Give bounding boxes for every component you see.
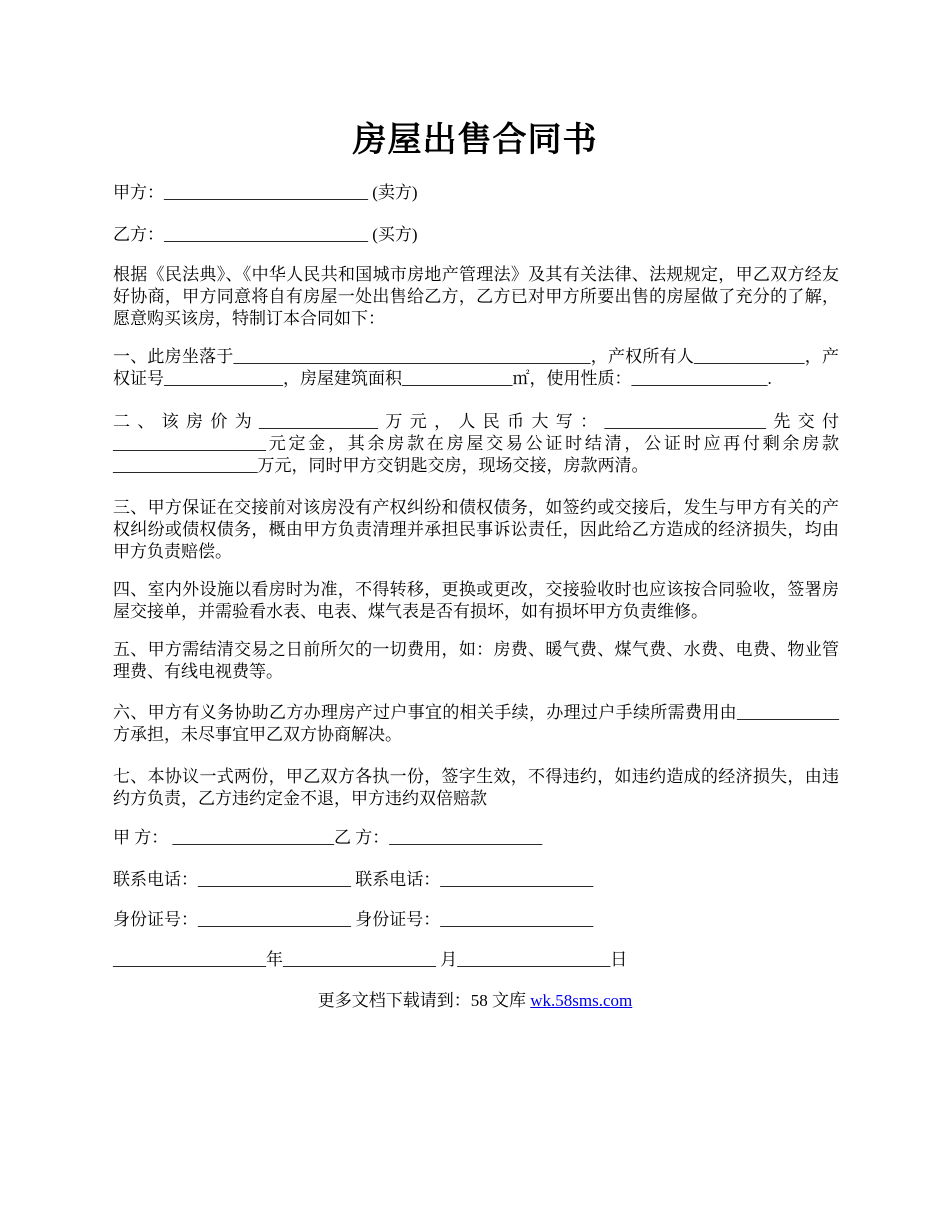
clause-3: 三、甲方保证在交接前对该房没有产权纠纷和债权债务，如签约或交接后，发生与甲方有关的产权纠纷或债权债务，概由甲方负责清理并承担民事诉讼责任，因此给乙方造成的经济损失，均由甲方负责赔偿。 bbox=[113, 498, 839, 561]
signature-party-line: 甲 方： ___________________乙 方：__________________ bbox=[113, 828, 543, 847]
clause-2: 二、该房价为______________万元，人民币大写：___________________先交付__________________元定金，其余房款在房屋交易公证时结清，公证时应再付剩余房款_________________万元，同时甲方交钥匙交房，现场交接，房款两清。 bbox=[113, 412, 839, 475]
signature-id-line: 身份证号：__________________ 身份证号：__________________ bbox=[113, 910, 594, 929]
buyer-line: 乙方：________________________ (买方) bbox=[113, 225, 418, 244]
signature-phone-line: 联系电话：__________________ 联系电话：__________________ bbox=[113, 870, 594, 889]
clause-7: 七、本协议一式两份，甲乙双方各执一份，签字生效，不得违约，如违约造成的经济损失，由违约方负责，乙方违约定金不退，甲方违约双倍赔款 bbox=[113, 767, 839, 808]
document-title: 房屋出售合同书 bbox=[352, 122, 598, 159]
footer bbox=[0, 990, 950, 1012]
clause-4: 四、室内外设施以看房时为准，不得转移，更换或更改，交接验收时也应该按合同验收，签署房屋交接单，并需验看水表、电表、煤气表是否有损坏，如有损坏甲方负责维修。 bbox=[113, 580, 839, 621]
footer-link[interactable]: wk.58sms.com bbox=[530, 991, 633, 1010]
footer-text: 更多文档下载请到：58 文库 bbox=[317, 991, 531, 1010]
intro-paragraph: 根据《民法典》、《中华人民共和国城市房地产管理法》及其有关法律、法规规定，甲乙双方经友好协商，甲方同意将自有房屋一处出售给乙方，乙方已对甲方所要出售的房屋做了充分的了解，愿意购买该房，特制订本合同如下： bbox=[113, 265, 839, 328]
clause-6: 六、甲方有义务协助乙方办理房产过户事宜的相关手续，办理过户手续所需费用由____________方承担，未尽事宜甲乙双方协商解决。 bbox=[113, 703, 839, 744]
clause-5: 五、甲方需结清交易之日前所欠的一切费用，如：房费、暖气费、煤气费、水费、电费、物业管理费、有线电视费等。 bbox=[113, 640, 839, 681]
signature-date-line: __________________年__________________ 月__________________日 bbox=[113, 950, 628, 969]
seller-line: 甲方：________________________ (卖方) bbox=[113, 183, 418, 202]
clause-1: 一、此房坐落于__________________________________________，产权所有人_____________，产权证号______________，房屋建筑面积_____________㎡，使用性质：________________. bbox=[113, 347, 839, 388]
